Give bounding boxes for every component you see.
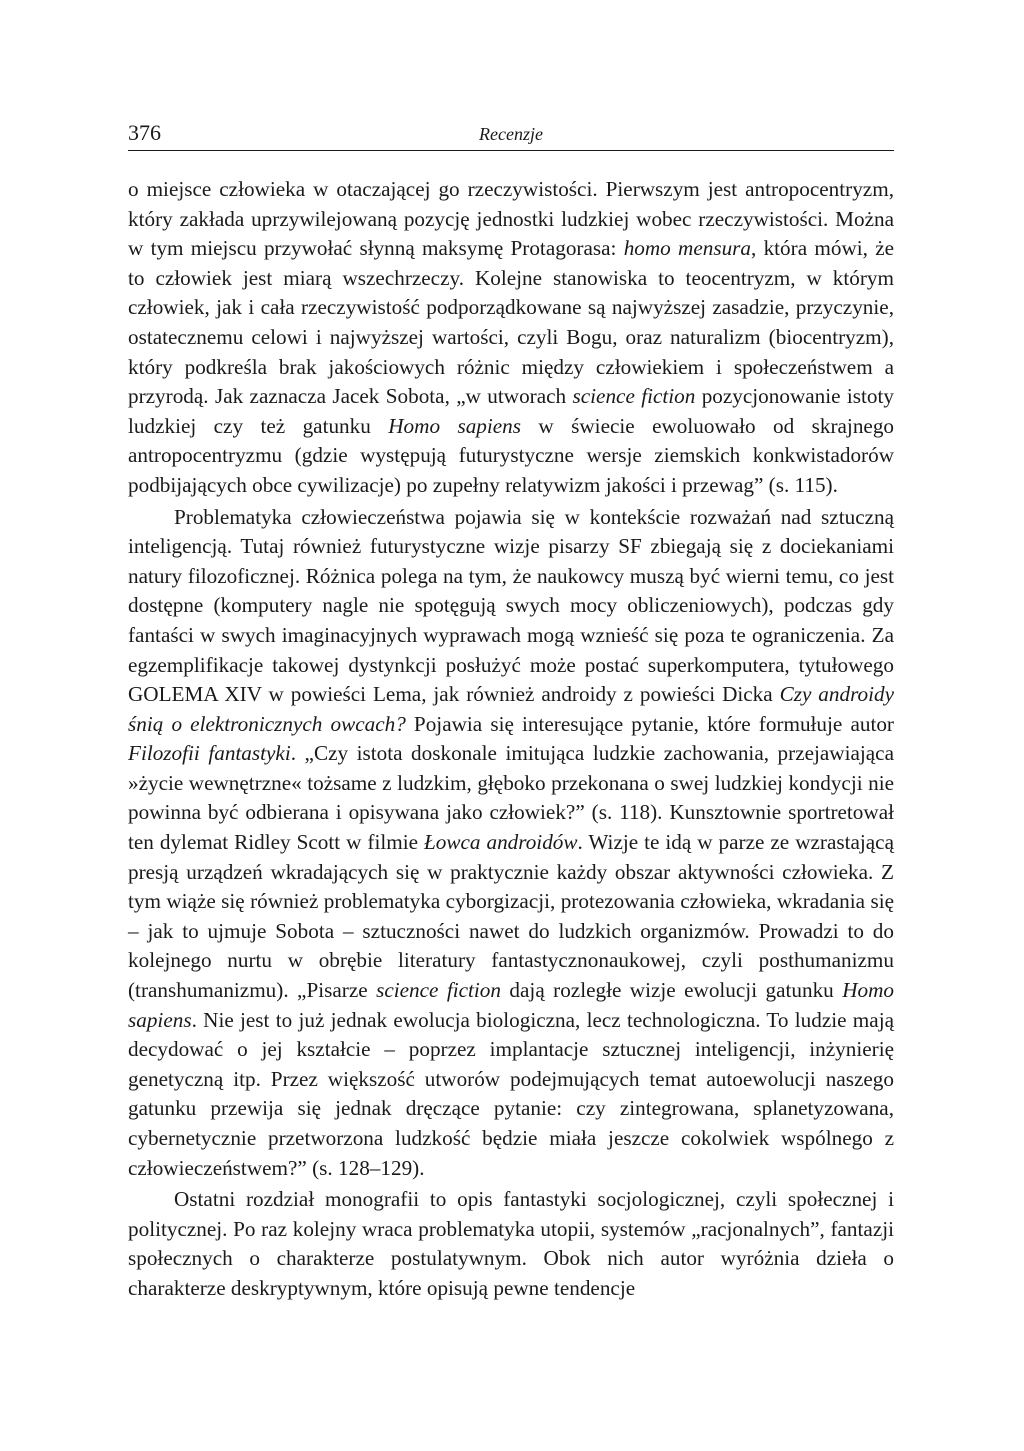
text-segment: Ostatni rozdział monografii to opis fantastyki socjologicznej, czyli społecznej i politycznej. Po raz kolejny wraca problematyka utopii, systemów „racjonalnych”, fantazji społecznych o charakterze postulatywnym. Obok nich autor wyróżnia dzieła o charakterze deskryptywnym, które opisują pewne tendencje: [128, 1187, 894, 1300]
italic-text-segment: Homo sapiens: [388, 413, 522, 438]
running-head: Recenzje: [479, 124, 543, 144]
body-text: [128, 175, 894, 1304]
italic-text-segment: Filozofii fantastyki: [128, 741, 291, 766]
italic-text-segment: Homo sapiens: [128, 978, 894, 1032]
text-segment: o miejsce człowieka w otaczającej go rzeczywistości. Pierwszym jest antropocentryzm, który zakłada uprzywilejowaną pozycję jednostki ludzkiej wobec rzeczywistości. Można w tym miejscu przywołać słynną maksymę Protagorasa:: [128, 177, 894, 261]
text-segment: , która mówi, że to człowiek jest miarą wszechrzeczy. Kolejne stanowiska to teocentryzm, w którym człowiek, jak i cała rzeczywistość podporządkowane są najwyższej zasadzie, przyczynie, ostatecznemu celowi i najwyższej wartości, czyli Bogu, oraz naturalizm (biocentryzm), który podkreśla brak jakościowych różnic między człowiekiem i społeczeństwem a przyrodą. Jak zaznacza Jacek Sobota, „w utworach: [128, 236, 895, 409]
italic-text-segment: Łowca androidów: [423, 830, 578, 855]
text-segment: . „Czy istota doskonale imitująca ludzkie zachowania, przejawiająca »życie wewnętrzne« tożsame z ludzkim, głęboko przekonana o swej ludzkiej kondycji nie powinna być odbierana i opisywana jako człowiek?” (s. 118). Kunsztownie sportretował ten dylemat Ridley Scott w filmie: [128, 741, 894, 855]
page-header: [128, 118, 894, 151]
italic-text-segment: homo mensura: [623, 236, 752, 261]
text-segment: . Wizje te idą w parze ze wzrastającą presją urządzeń wkradających się w praktycznie każdy obszar aktywności człowieka. Z tym wiąże się również problematyka cyborgizacji, protezowania człowieka, wkradania się – jak to ujmuje Sobota – sztuczności nawet do ludzkich organizmów. Prowadzi to do kolejnego nurtu w obrębie literatury fantastycznonaukowej, czyli posthumanizmu (transhumanizmu). „Pisarze: [128, 830, 894, 1003]
paragraph: [128, 175, 894, 501]
text-segment: Problematyka człowieczeństwa pojawia się w kontekście rozważań nad sztuczną inteligencją. Tutaj również futurystyczne wizje pisarzy SF zbiegają się z dociekaniami natury filozoficznej. Różnica polega na tym, że naukowcy muszą być wierni temu, co jest dostępne (komputery nagle nie spotęgują swych mocy obliczeniowych), podczas gdy fantaści w swych imaginacyjnych wyprawach mogą wznieść się poza te ograniczenia. Za egzemplifikacje takowej dystynkcji posłużyć może postać superkomputera, tytułowego GOLEMA XIV w powieści Lema, jak również androidy z powieści Dicka: [128, 504, 894, 707]
italic-text-segment: science fiction: [376, 978, 501, 1003]
text-segment: . Nie jest to już jednak ewolucja biologiczna, lecz technologiczna. To ludzie mają decydować o jej kształcie – poprzez implantacje sztucznej inteligencji, inżynierię genetyczną itp. Przez większość utworów podejmujących temat autoewolucji naszego gatunku przewija się jednak dręczące pytanie: czy zintegrowana, splanetyzowana, cybernetycznie przetworzona ludzkość będzie miała jeszcze cokolwiek wspólnego z człowieczeństwem?” (s. 128–129).: [128, 1007, 894, 1180]
text-segment: dają rozległe wizje ewolucji gatunku: [501, 978, 843, 1003]
page-number: 376: [128, 120, 161, 145]
paragraph: [128, 503, 894, 1184]
text-segment: pozycjonowanie istoty ludzkiej czy też gatunku: [128, 384, 894, 438]
text-segment: w świecie ewoluowało od skrajnego antropocentryzmu (gdzie występują futurystyczne wersje ziemskich konkwistadorów podbijających obce cywilizacje) po zupełny relatywizm jakości i przewag” (s. 115).: [128, 413, 895, 497]
italic-text-segment: science fiction: [572, 384, 696, 409]
text-segment: Pojawia się interesujące pytanie, które formułuje autor: [405, 711, 894, 736]
italic-text-segment: Czy androidy śnią o elektronicznych owcach?: [128, 682, 894, 736]
paragraph: [128, 1185, 894, 1303]
